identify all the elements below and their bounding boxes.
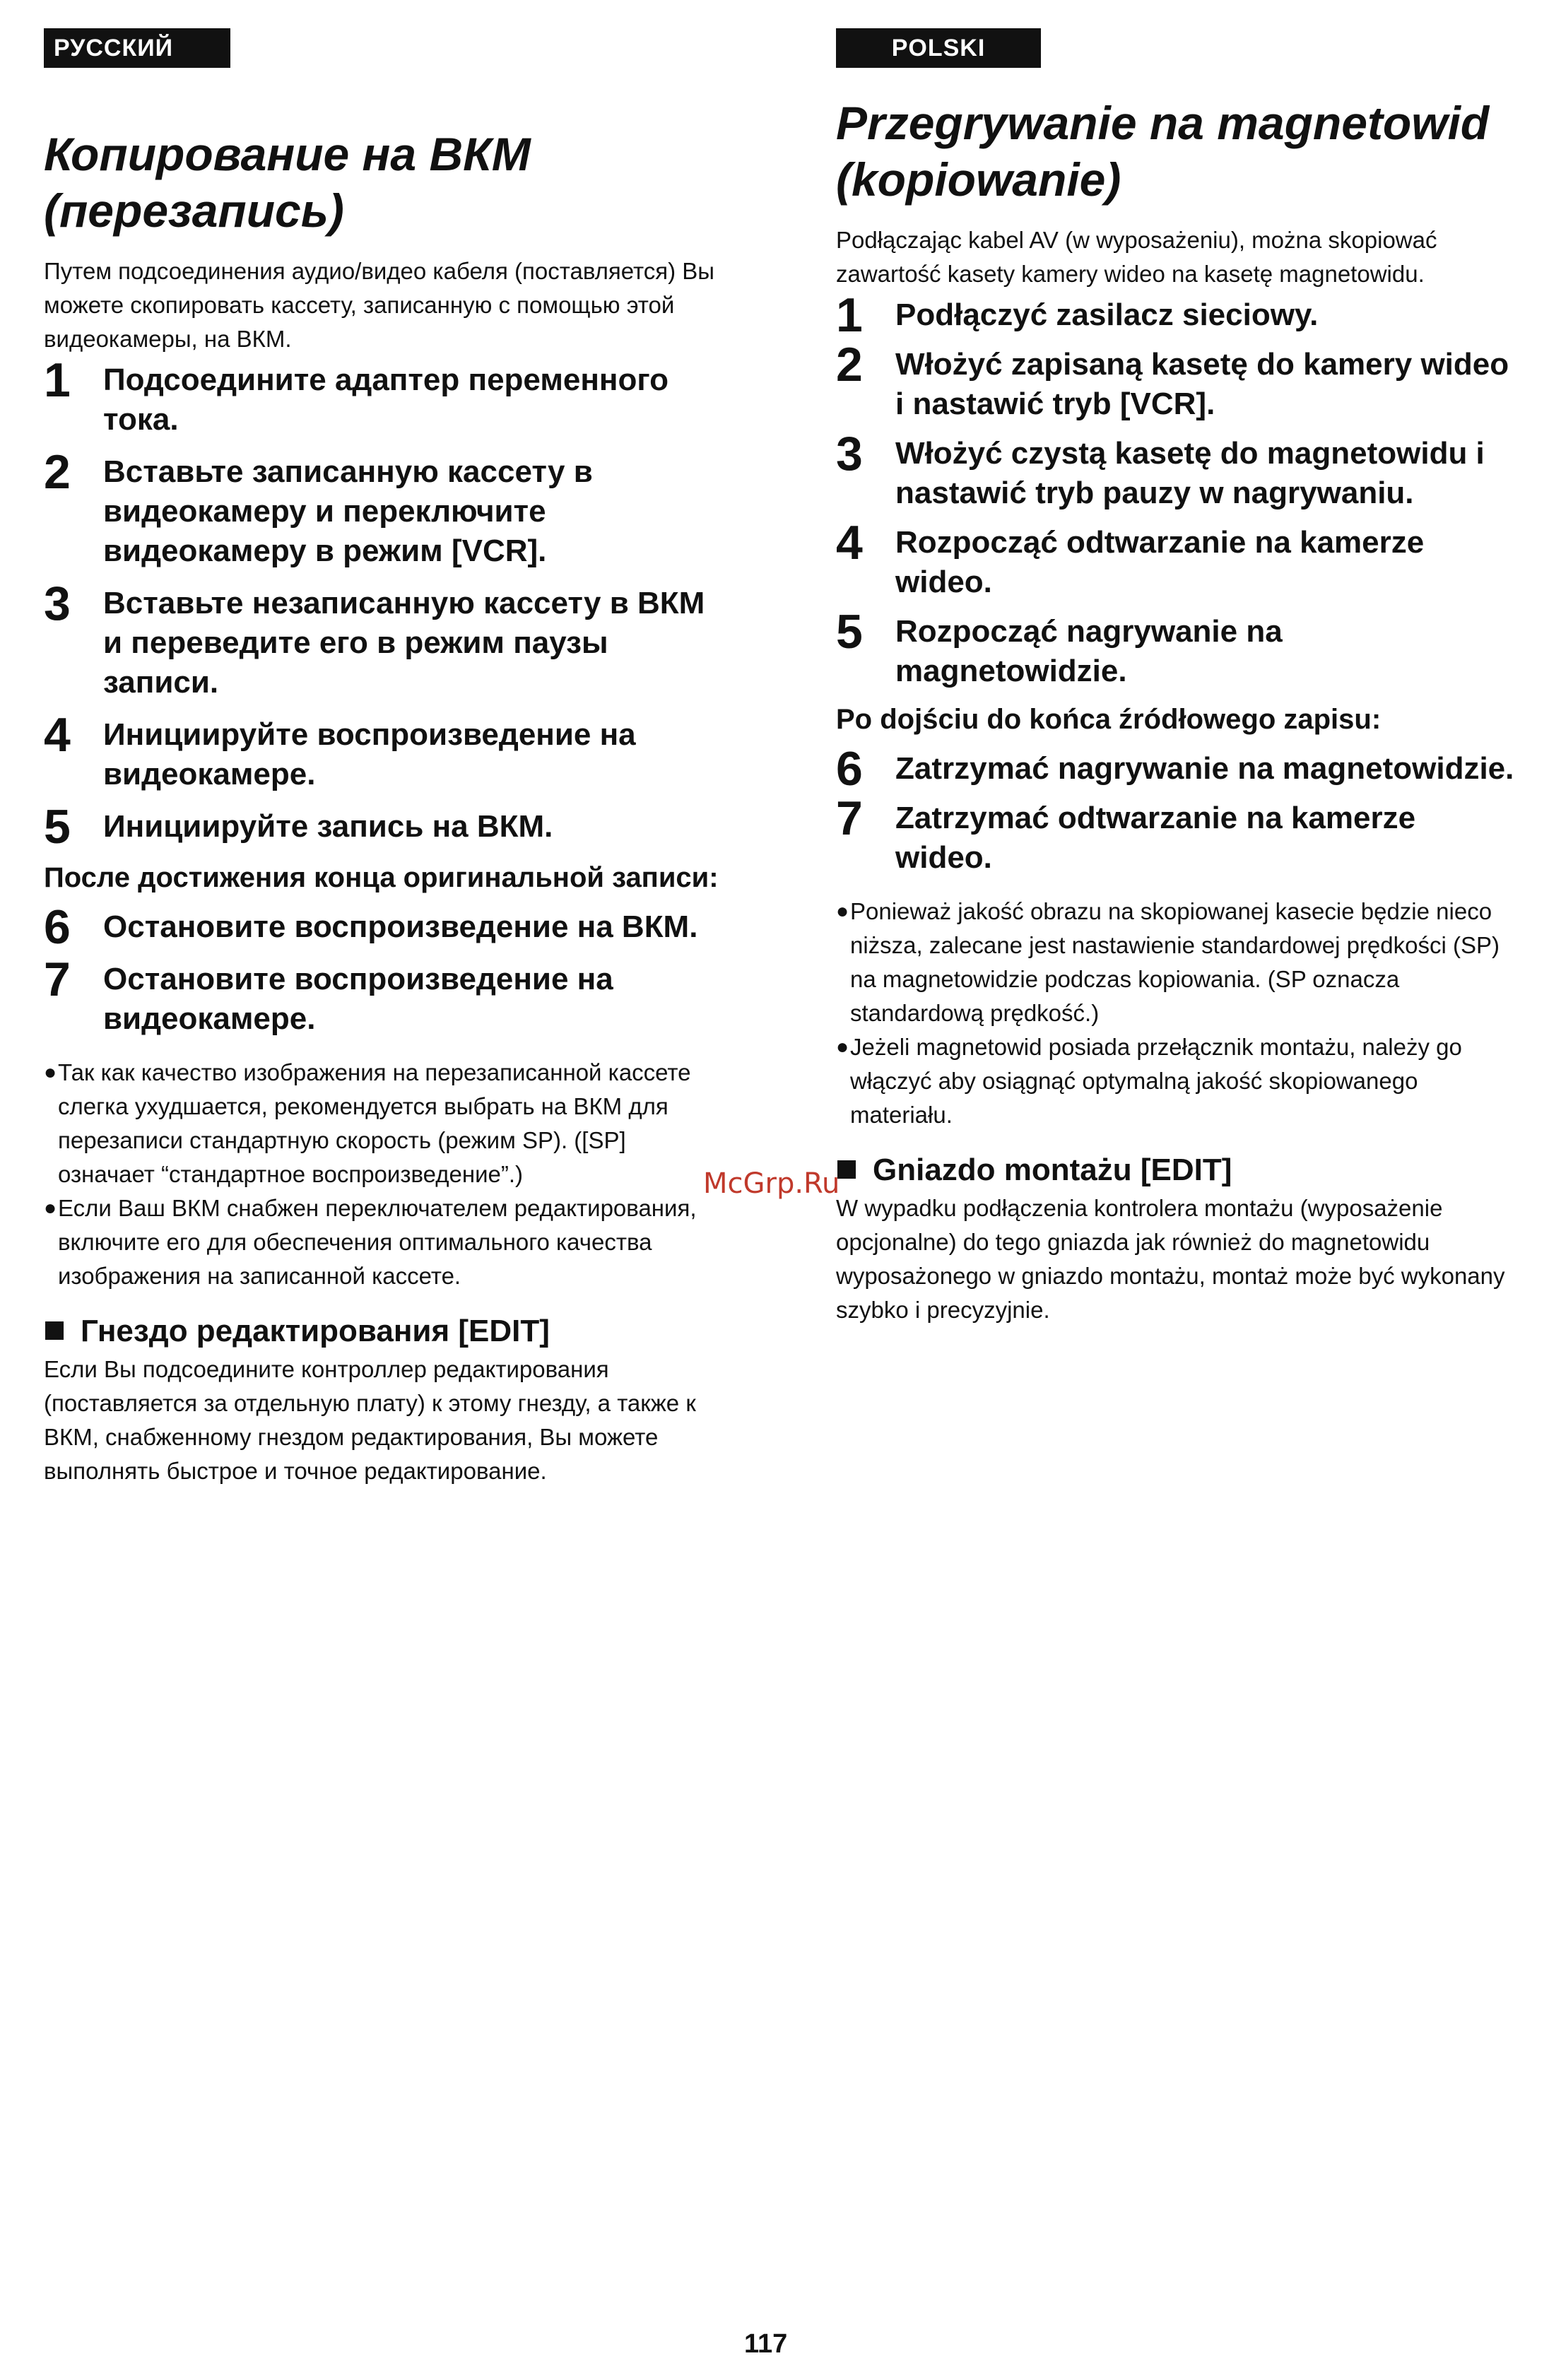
step-item <box>44 353 722 440</box>
step-item <box>836 791 1514 878</box>
step-number: 3 <box>836 427 863 481</box>
step-item <box>836 288 1514 342</box>
square-bullet-icon <box>45 1321 64 1340</box>
step-number: 4 <box>44 708 71 762</box>
step-text: Остановите воспроизведение на видеокамере. <box>103 962 613 1036</box>
notes-list <box>44 1056 722 1293</box>
step-text: Podłączyć zasilacz sieciowy. <box>895 298 1319 332</box>
edit-jack-text: Если Вы подсоедините контроллер редактирования (поставляется за отдельную плату) к этому гнезду, а также к ВКМ, снабженному гнездом редактирования, Вы можете выполнять быстрое и точное редактирование. <box>44 1356 696 1484</box>
square-bullet-icon <box>837 1160 856 1179</box>
polish-column <box>836 28 1514 1327</box>
section-title-polish <box>836 95 1514 208</box>
note-item <box>836 1030 1514 1132</box>
step-text: Инициируйте запись на ВКМ. <box>103 809 553 844</box>
step-item <box>836 427 1514 513</box>
step-number: 1 <box>44 353 71 407</box>
note-text: Если Ваш ВКМ снабжен переключателем редактирования, включите его для обеспечения оптимального качества изображения на записанной кассете. <box>58 1195 697 1289</box>
section-title-russian <box>44 126 722 239</box>
step-number: 5 <box>44 800 71 854</box>
step-text: Włożyć czystą kasetę do magnetowidu i nastawić tryb pauzy w nagrywaniu. <box>895 436 1485 510</box>
step-item <box>836 742 1514 796</box>
notes-list <box>836 895 1514 1132</box>
title-line-2: (перезапись) <box>44 184 344 237</box>
note-text: Так как качество изображения на перезаписанной кассете слегка ухудшается, рекомендуется выбрать на ВКМ для перезаписи стандартную скорость (режим SP). ([SP] означает “стандартное воспроизведение”.) <box>58 1059 691 1187</box>
step-number: 3 <box>44 577 71 630</box>
language-tag-polish: POLSKI <box>836 28 1041 68</box>
step-number: 4 <box>836 516 863 570</box>
note-text: Jeżeli magnetowid posiada przełącznik montażu, należy go włączyć aby osiągnąć optymalną jakość skopiowanego materiału. <box>850 1034 1462 1128</box>
note-item <box>44 1056 722 1191</box>
step-item <box>44 577 722 702</box>
step-number: 6 <box>836 742 863 796</box>
step-item <box>44 800 722 854</box>
step-number: 1 <box>836 288 863 342</box>
intro-text: Podłączając kabel AV (w wyposażeniu), można skopiować zawartość kasety kamery wideo na kasetę magnetowidu. <box>836 227 1437 287</box>
step-item <box>44 445 722 571</box>
step-text: Вставьте записанную кассету в видеокамеру и переключите видеокамеру в режим [VCR]. <box>103 454 593 568</box>
note-item <box>836 895 1514 1030</box>
step-number: 5 <box>836 605 863 659</box>
note-text: Ponieważ jakość obrazu na skopiowanej kasecie będzie nieco niższa, zalecane jest nastawienie standardowej prędkości (SP) na magnetowidzie podczas kopiowania. (SP oznacza standardową prędkość.) <box>850 898 1500 1026</box>
page-number: 117 <box>744 2329 788 2359</box>
edit-jack-heading <box>836 1150 1514 1190</box>
note-item <box>44 1191 722 1293</box>
step-number: 7 <box>836 791 863 845</box>
step-item <box>44 708 722 794</box>
edit-jack-text: W wypadku podłączenia kontrolera montażu (wyposażenie opcjonalne) do tego gniazda jak również do magnetowidu wyposażonego w gniazdo montażu, montaż może być wykonany szybko i precyzyjnie. <box>836 1195 1505 1323</box>
bullet-icon: ● <box>44 1061 57 1084</box>
step-item <box>836 338 1514 424</box>
step-item <box>44 900 722 954</box>
title-line-2: (kopiowanie) <box>836 153 1121 206</box>
intro-text: Путем подсоединения аудио/видео кабеля (поставляется) Вы можете скопировать кассету, записанную с помощью этой видеокамеры, на ВКМ. <box>44 258 714 352</box>
subheading: После достижения конца оригинальной записи: <box>44 862 719 893</box>
step-text: Zatrzymać nagrywanie na magnetowidzie. <box>895 751 1514 786</box>
step-text: Zatrzymać odtwarzanie na kamerze wideo. <box>895 801 1416 875</box>
edit-jack-title: Гнездо редактирования [EDIT] <box>81 1314 550 1348</box>
step-number: 6 <box>44 900 71 954</box>
step-text: Остановите воспроизведение на ВКМ. <box>103 909 698 944</box>
step-text: Rozpocząć nagrywanie na magnetowidzie. <box>895 614 1283 688</box>
step-number: 7 <box>44 953 71 1006</box>
watermark: McGrp.Ru <box>703 1167 840 1200</box>
bullet-icon: ● <box>44 1196 57 1220</box>
bullet-icon: ● <box>836 900 849 923</box>
bullet-icon: ● <box>836 1035 849 1059</box>
edit-jack-heading <box>44 1312 722 1351</box>
edit-jack-title: Gniazdo montażu [EDIT] <box>873 1153 1232 1187</box>
title-line-1: Przegrywanie na magnetowid <box>836 97 1490 149</box>
step-text: Подсоедините адаптер переменного тока. <box>103 363 669 437</box>
step-number: 2 <box>44 445 71 499</box>
step-item <box>836 605 1514 691</box>
step-item <box>836 516 1514 602</box>
step-number: 2 <box>836 338 863 391</box>
step-text: Włożyć zapisaną kasetę do kamery wideo i nastawić tryb [VCR]. <box>895 347 1509 421</box>
language-tag-russian: РУССКИЙ ЯЗЫК <box>44 28 230 68</box>
step-text: Rozpocząć odtwarzanie na kamerze wideo. <box>895 525 1425 599</box>
step-text: Инициируйте воспроизведение на видеокамере. <box>103 717 636 791</box>
step-text: Вставьте незаписанную кассету в ВКМ и переведите его в режим паузы записи. <box>103 586 705 700</box>
title-line-1: Копирование на ВКМ <box>44 128 531 180</box>
step-item <box>44 953 722 1039</box>
subheading: Po dojściu do końca źródłowego zapisu: <box>836 704 1382 735</box>
russian-column <box>44 28 722 1488</box>
